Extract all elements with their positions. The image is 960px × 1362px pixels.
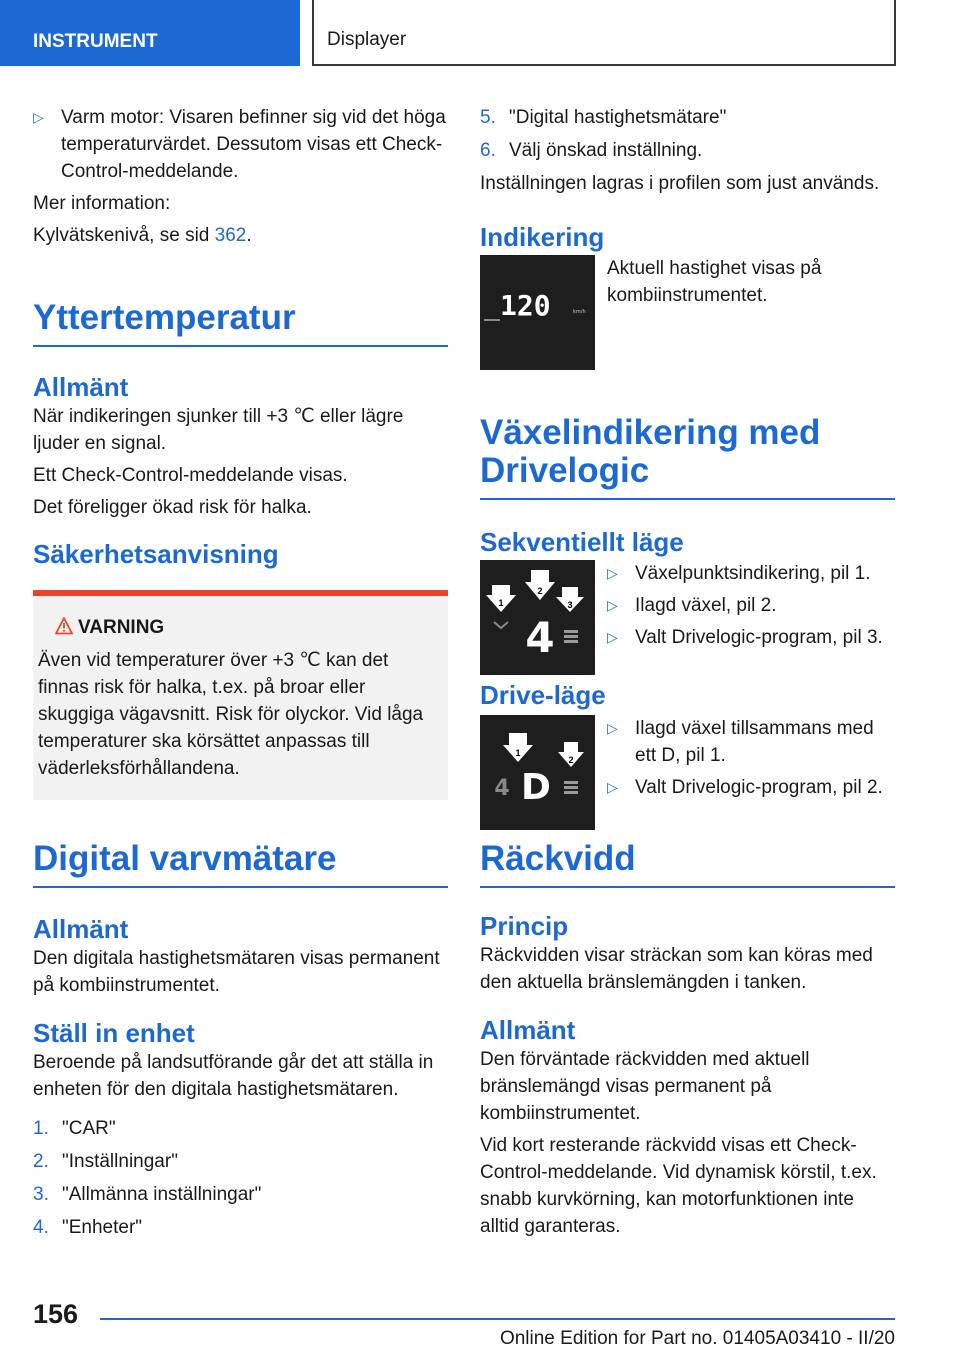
warning-box bbox=[33, 590, 448, 800]
paragraph: Beroende på landsutförande går det att ställa in enheten för den digitala hastighetsmätaren. bbox=[33, 1052, 434, 1100]
triangle-bullet-icon: ▷ bbox=[33, 109, 44, 125]
list-item: 5. "Digital hastighetsmätare" bbox=[480, 107, 727, 128]
list-item: 2. "Inställningar" bbox=[33, 1151, 178, 1172]
list-item: ▷ Varm motor: Visaren befinner sig vid det höga temperaturvärdet. Dessutom visas ett Check-Control-meddelande. bbox=[33, 104, 448, 185]
section-heading: Yttertemperatur bbox=[33, 299, 448, 347]
list-item: ▷ Ilagd växel, pil 2. bbox=[607, 592, 895, 619]
warning-triangle-icon bbox=[55, 617, 73, 635]
list-item: 3. "Allmänna inställningar" bbox=[33, 1184, 262, 1205]
bullet-list bbox=[33, 104, 448, 185]
subheading: Allmänt bbox=[480, 1015, 576, 1045]
subheading: Säkerhetsanvisning bbox=[33, 539, 279, 569]
paragraph: När indikeringen sjunker till +3 ℃ eller lägre ljuder en signal. bbox=[33, 406, 404, 454]
subheading: Sekventiellt läge bbox=[480, 527, 684, 557]
subheading: Indikering bbox=[480, 222, 605, 252]
paragraph: Den förväntade räckvidden med aktuell bränslemängd visas permanent på kombiinstrumentet. bbox=[480, 1049, 810, 1124]
numbered-list bbox=[480, 104, 895, 164]
triangle-bullet-icon: ▷ bbox=[607, 565, 618, 581]
list-item: ▷ Valt Drivelogic-program, pil 2. bbox=[607, 774, 895, 801]
paragraph: Räckvidden visar sträckan som kan köras med den aktuella bränslemängden i tanken. bbox=[480, 945, 873, 993]
page-title: Displayer bbox=[312, 0, 896, 66]
paragraph: Inställningen lagras i profilen som just används. bbox=[480, 173, 880, 194]
subheading: Allmänt bbox=[33, 372, 129, 402]
list-item: 6. Välj önskad inställning. bbox=[480, 140, 703, 161]
list-item: 4. "Enheter" bbox=[33, 1217, 143, 1238]
section-tab[interactable]: INSTRUMENT bbox=[0, 0, 300, 66]
footer-divider bbox=[100, 1318, 895, 1320]
list-item: ▷ Ilagd växel tillsammans med ett D, pil 1. bbox=[607, 715, 895, 769]
list-item: 1. "CAR" bbox=[33, 1118, 116, 1139]
svg-text:1: 1 bbox=[498, 598, 504, 608]
indicator-figure-row bbox=[480, 255, 895, 370]
page-number: 156 bbox=[33, 1299, 79, 1329]
program-bars-icon bbox=[564, 781, 578, 794]
right-column bbox=[480, 104, 895, 1245]
list-item: ▷ Valt Drivelogic-program, pil 3. bbox=[607, 624, 895, 651]
section-heading: Digital varvmätare bbox=[33, 840, 448, 888]
bullet-list bbox=[607, 560, 895, 651]
svg-text:1: 1 bbox=[515, 748, 521, 758]
warning-title: VARNING bbox=[38, 616, 440, 640]
svg-text:2: 2 bbox=[568, 755, 574, 765]
section-heading: Växelindikering med Drivelogic bbox=[480, 414, 895, 500]
speedometer-image bbox=[480, 255, 595, 370]
subheading: Princip bbox=[480, 911, 569, 941]
speed-value: 120 bbox=[500, 289, 551, 322]
bullet-list bbox=[607, 715, 895, 801]
sequential-mode-image bbox=[480, 560, 595, 675]
subheading: Ställ in enhet bbox=[33, 1018, 195, 1048]
footer-edition-text: Online Edition for Part no. 01405A03410 - II/20 bbox=[499, 1328, 895, 1349]
drive-letter: D bbox=[521, 767, 551, 808]
left-column bbox=[33, 104, 448, 1247]
drive-figure-row bbox=[480, 715, 895, 830]
section-heading: Räckvidd bbox=[480, 840, 895, 888]
triangle-bullet-icon: ▷ bbox=[607, 629, 618, 645]
sequential-figure-row bbox=[480, 560, 895, 675]
paragraph: Den digitala hastighetsmätaren visas permanent på kombiinstrumentet. bbox=[33, 948, 440, 996]
paragraph: Ett Check-Control-meddelande visas. bbox=[33, 465, 348, 486]
triangle-bullet-icon: ▷ bbox=[607, 779, 618, 795]
paragraph: Aktuell hastighet visas på kombiinstrumentet. bbox=[607, 258, 822, 306]
svg-text:3: 3 bbox=[567, 600, 573, 610]
numbered-list bbox=[33, 1115, 448, 1241]
paragraph: Vid kort resterande räckvidd visas ett Check-Control-meddelande. Vid dynamisk körstil, t.ex. snabb kurvkörning, kan motorfunktionen inte alltid garanteras. bbox=[480, 1135, 877, 1237]
gear-number: 4 bbox=[525, 613, 555, 662]
drive-mode-image bbox=[480, 715, 595, 830]
page-link[interactable]: 362 bbox=[214, 225, 247, 246]
warning-text: Även vid temperaturer över +3 ℃ kan det finnas risk för halka, t.ex. på broar eller skuggiga vägavsnitt. Risk för olyckor. Vid låga temperaturer ska körsättet anpassas till väderleksförhållandena. bbox=[38, 650, 424, 779]
gear-number: 4 bbox=[494, 776, 510, 801]
triangle-bullet-icon: ▷ bbox=[607, 597, 618, 613]
program-bars-icon bbox=[564, 630, 578, 643]
speed-unit: km/h bbox=[573, 309, 586, 315]
page-header bbox=[0, 0, 960, 66]
subheading: Allmänt bbox=[33, 914, 129, 944]
svg-text:2: 2 bbox=[537, 586, 543, 596]
paragraph: Mer information: bbox=[33, 193, 171, 214]
paragraph: Kylvätskenivå, se sid 362. bbox=[33, 225, 252, 246]
subheading: Drive-läge bbox=[480, 680, 606, 710]
triangle-bullet-icon: ▷ bbox=[607, 720, 618, 736]
paragraph: Det föreligger ökad risk för halka. bbox=[33, 497, 312, 518]
list-item: ▷ Växelpunktsindikering, pil 1. bbox=[607, 560, 895, 587]
